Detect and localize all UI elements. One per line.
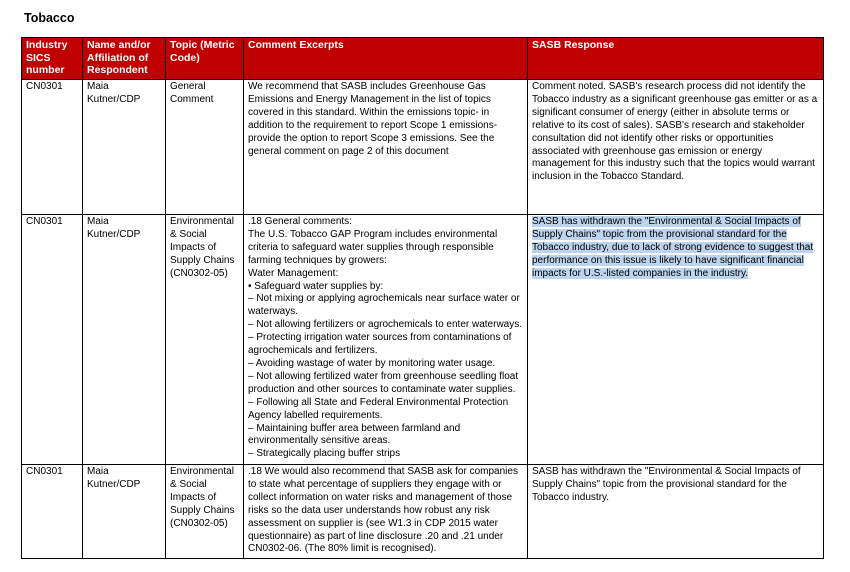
cell-sics: CN0301 (22, 215, 83, 465)
header-topic: Topic (Metric Code) (166, 38, 244, 80)
comments-table (21, 37, 824, 559)
header-respondent: Name and/or Affiliation of Respondent (83, 38, 166, 80)
cell-response[interactable] (528, 215, 824, 465)
table-row (22, 80, 824, 215)
cell-respondent: Maia Kutner/CDP (83, 465, 166, 559)
comment-text: We recommend that SASB includes Greenhouse Gas Emissions and Energy Management in the list of topics covered in this standard. Within the emissions topic- in addition to the requirement to report Scope 1 emissions- provide the option to report Scope 3 emissions. See the general comment on page 2 of this document (248, 81, 498, 157)
cell-sics: CN0301 (22, 80, 83, 215)
comment-text: .18 We would also recommend that SASB ask for companies to state what percentage of suppliers they engage with or collect information on water risks and management of those risks so the data user understands how robust any risk assessment on supplier is (see W1.3 in CDP 2015 water questionnaire) as part of line disclosure .20 and .21 under CN0302-06. (The 80% limit is recognised). (248, 466, 518, 555)
cell-comment (244, 80, 528, 215)
header-response: SASB Response (528, 38, 824, 80)
cell-comment (244, 465, 528, 559)
cell-response: SASB has withdrawn the "Environmental & Social Impacts of Supply Chains" topic from the provisional standard for the Tobacco industry. (528, 465, 824, 559)
cell-topic: Environmental & Social Impacts of Supply Chains (CN0302-05) (166, 465, 244, 559)
page-title: Tobacco (24, 11, 75, 25)
comment-text: .18 General comments: The U.S. Tobacco GAP Program includes environmental criteria to safeguard water supplies through responsible farming techniques by growers: Water Management: • Safeguard water supplies by: – Not mixing or applying agrochemicals near surface water or waterways. – Not allowing fertilizers or agrochemicals to enter waterways. – Protecting irrigation water sources from contaminations of agrochemicals and fertilizers. – Avoiding wastage of water by monitoring water usage. – Not allowing fertilized water from greenhouse seedling float production and other sources to contaminate water supplies. – Following all State and Federal Environmental Protection Agency labelled requirements. – Maintaining buffer area between farmland and environmentally sensitive areas. – Strategically placing buffer strips (248, 216, 522, 460)
cell-topic: Environmental & Social Impacts of Supply Chains (CN0302-05) (166, 215, 244, 465)
cell-respondent: Maia Kutner/CDP (83, 80, 166, 215)
table-row (22, 465, 824, 559)
header-sics: Industry SICS number (22, 38, 83, 80)
header-row (22, 38, 824, 80)
selected-response-text[interactable]: SASB has withdrawn the "Environmental & Social Impacts of Supply Chains" topic from the provisional standard for the Tobacco industry, due to lack of strong evidence to suggest that performance on this issue is likely to have significant financial impacts for U.S.-listed companies in the industry. (532, 216, 814, 279)
cell-response: Comment noted. SASB's research process did not identify the Tobacco industry as a significant greenhouse gas emitter or as a significant consumer of energy (either in absolute terms or relative to its cost of sales). SASB's research and stakeholder consultation did not identify other risks or opportunities associated with greenhouse gas emission or energy management for this industry such that the topics would warrant inclusion in the Tobacco Standard. (528, 80, 824, 215)
cell-topic: General Comment (166, 80, 244, 215)
cell-comment (244, 215, 528, 465)
cell-respondent: Maia Kutner/CDP (83, 215, 166, 465)
table-row (22, 215, 824, 465)
header-comment: Comment Excerpts (244, 38, 528, 80)
cell-sics: CN0301 (22, 465, 83, 559)
